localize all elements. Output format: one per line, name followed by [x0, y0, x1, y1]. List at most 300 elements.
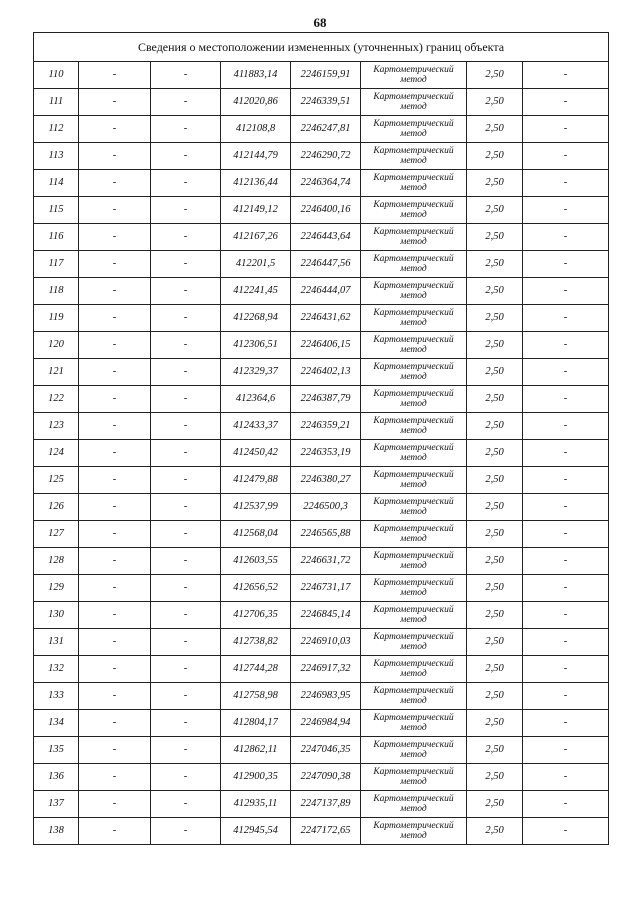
description-cell: -: [523, 683, 609, 710]
point-number-cell: 134: [34, 710, 79, 737]
page-number: 68: [313, 15, 327, 30]
old-x-cell: -: [79, 359, 151, 386]
old-y-cell: -: [151, 62, 221, 89]
old-y-cell: -: [151, 683, 221, 710]
method-cell: [361, 710, 467, 737]
point-number-cell: 114: [34, 170, 79, 197]
method-line-1: Картометрический: [373, 578, 454, 588]
old-x-cell: -: [79, 197, 151, 224]
method-cell: [361, 359, 467, 386]
method-line-2: метод: [400, 318, 427, 328]
method-cell: [361, 143, 467, 170]
new-x-cell: 412862,11: [221, 737, 291, 764]
new-y-cell: 2246917,32: [291, 656, 361, 683]
new-y-cell: 2246731,17: [291, 575, 361, 602]
new-x-cell: 412167,26: [221, 224, 291, 251]
old-y-cell: -: [151, 278, 221, 305]
description-cell: -: [523, 89, 609, 116]
point-number-cell: 124: [34, 440, 79, 467]
description-cell: -: [523, 305, 609, 332]
precision-cell: 2,50: [467, 170, 523, 197]
old-y-cell: -: [151, 656, 221, 683]
new-y-cell: 2246443,64: [291, 224, 361, 251]
method-cell: [361, 656, 467, 683]
old-x-cell: -: [79, 602, 151, 629]
table-row: [34, 683, 609, 710]
old-y-cell: -: [151, 413, 221, 440]
description-cell: -: [523, 440, 609, 467]
method-cell: [361, 575, 467, 602]
method-line-1: Картометрический: [373, 281, 454, 291]
method-line-2: метод: [400, 534, 427, 544]
new-x-cell: 412329,37: [221, 359, 291, 386]
method-cell: [361, 629, 467, 656]
old-y-cell: -: [151, 440, 221, 467]
old-x-cell: -: [79, 89, 151, 116]
new-y-cell: 2247090,38: [291, 764, 361, 791]
old-y-cell: -: [151, 170, 221, 197]
method-line-2: метод: [400, 75, 427, 85]
method-line-1: Картометрический: [373, 767, 454, 777]
new-y-cell: 2246984,94: [291, 710, 361, 737]
description-cell: -: [523, 359, 609, 386]
method-cell: [361, 170, 467, 197]
point-number-cell: 112: [34, 116, 79, 143]
old-y-cell: -: [151, 224, 221, 251]
point-number-cell: 129: [34, 575, 79, 602]
method-cell: [361, 683, 467, 710]
table-row: [34, 359, 609, 386]
old-x-cell: -: [79, 818, 151, 845]
method-line-1: Картометрический: [373, 173, 454, 183]
method-line-2: метод: [400, 426, 427, 436]
old-y-cell: -: [151, 359, 221, 386]
description-cell: -: [523, 278, 609, 305]
method-cell: [361, 440, 467, 467]
method-line-1: Картометрический: [373, 740, 454, 750]
point-number-cell: 118: [34, 278, 79, 305]
old-y-cell: -: [151, 143, 221, 170]
new-x-cell: 412758,98: [221, 683, 291, 710]
new-x-cell: 412900,35: [221, 764, 291, 791]
new-x-cell: 412804,17: [221, 710, 291, 737]
new-y-cell: 2246631,72: [291, 548, 361, 575]
table-row: [34, 548, 609, 575]
precision-cell: 2,50: [467, 521, 523, 548]
method-line-1: Картометрический: [373, 119, 454, 129]
new-x-cell: 412935,11: [221, 791, 291, 818]
new-y-cell: 2247137,89: [291, 791, 361, 818]
new-y-cell: 2246447,56: [291, 251, 361, 278]
table-row: [34, 818, 609, 845]
old-x-cell: -: [79, 764, 151, 791]
new-x-cell: 412479,88: [221, 467, 291, 494]
method-line-2: метод: [400, 507, 427, 517]
method-line-2: метод: [400, 615, 427, 625]
old-y-cell: -: [151, 548, 221, 575]
point-number-cell: 131: [34, 629, 79, 656]
old-y-cell: -: [151, 332, 221, 359]
method-line-1: Картометрический: [373, 65, 454, 75]
new-x-cell: 412568,04: [221, 521, 291, 548]
old-y-cell: -: [151, 386, 221, 413]
point-number-cell: 130: [34, 602, 79, 629]
precision-cell: 2,50: [467, 548, 523, 575]
table-row: [34, 62, 609, 89]
new-y-cell: 2246247,81: [291, 116, 361, 143]
precision-cell: 2,50: [467, 62, 523, 89]
table-row: [34, 251, 609, 278]
method-cell: [361, 62, 467, 89]
precision-cell: 2,50: [467, 278, 523, 305]
description-cell: -: [523, 629, 609, 656]
point-number-cell: 133: [34, 683, 79, 710]
table-row: [34, 467, 609, 494]
description-cell: -: [523, 656, 609, 683]
new-y-cell: 2246406,15: [291, 332, 361, 359]
description-cell: -: [523, 170, 609, 197]
point-number-cell: 110: [34, 62, 79, 89]
method-cell: [361, 521, 467, 548]
point-number-cell: 111: [34, 89, 79, 116]
old-x-cell: -: [79, 521, 151, 548]
table-row: [34, 737, 609, 764]
method-line-2: метод: [400, 831, 427, 841]
old-x-cell: -: [79, 575, 151, 602]
description-cell: -: [523, 143, 609, 170]
method-line-2: метод: [400, 264, 427, 274]
method-line-2: метод: [400, 372, 427, 382]
method-line-2: метод: [400, 777, 427, 787]
new-y-cell: 2247172,65: [291, 818, 361, 845]
point-number-cell: 119: [34, 305, 79, 332]
new-x-cell: 412537,99: [221, 494, 291, 521]
table-header-row: [34, 33, 609, 62]
table-row: [34, 170, 609, 197]
precision-cell: 2,50: [467, 116, 523, 143]
new-y-cell: 2246364,74: [291, 170, 361, 197]
precision-cell: 2,50: [467, 737, 523, 764]
old-y-cell: -: [151, 602, 221, 629]
method-line-1: Картометрический: [373, 335, 454, 345]
old-y-cell: -: [151, 494, 221, 521]
description-cell: -: [523, 332, 609, 359]
table-row: [34, 413, 609, 440]
method-line-2: метод: [400, 183, 427, 193]
new-y-cell: 2246565,88: [291, 521, 361, 548]
new-x-cell: 412149,12: [221, 197, 291, 224]
method-line-1: Картометрический: [373, 470, 454, 480]
old-x-cell: -: [79, 224, 151, 251]
method-cell: [361, 791, 467, 818]
old-y-cell: -: [151, 791, 221, 818]
method-line-2: метод: [400, 453, 427, 463]
precision-cell: 2,50: [467, 764, 523, 791]
method-cell: [361, 332, 467, 359]
new-y-cell: 2247046,35: [291, 737, 361, 764]
old-x-cell: -: [79, 278, 151, 305]
new-x-cell: 411883,14: [221, 62, 291, 89]
point-number-cell: 113: [34, 143, 79, 170]
new-y-cell: 2246402,13: [291, 359, 361, 386]
description-cell: -: [523, 467, 609, 494]
method-line-2: метод: [400, 723, 427, 733]
new-x-cell: 412268,94: [221, 305, 291, 332]
method-line-2: метод: [400, 237, 427, 247]
precision-cell: 2,50: [467, 602, 523, 629]
description-cell: -: [523, 494, 609, 521]
new-y-cell: 2246431,62: [291, 305, 361, 332]
method-cell: [361, 737, 467, 764]
old-y-cell: -: [151, 764, 221, 791]
new-y-cell: 2246387,79: [291, 386, 361, 413]
precision-cell: 2,50: [467, 467, 523, 494]
method-line-2: метод: [400, 804, 427, 814]
new-x-cell: 412706,35: [221, 602, 291, 629]
new-y-cell: 2246353,19: [291, 440, 361, 467]
method-cell: [361, 764, 467, 791]
description-cell: -: [523, 575, 609, 602]
method-cell: [361, 89, 467, 116]
description-cell: -: [523, 737, 609, 764]
method-cell: [361, 467, 467, 494]
table-row: [34, 116, 609, 143]
precision-cell: 2,50: [467, 89, 523, 116]
method-line-2: метод: [400, 750, 427, 760]
point-number-cell: 126: [34, 494, 79, 521]
method-cell: [361, 116, 467, 143]
method-line-1: Картометрический: [373, 227, 454, 237]
description-cell: -: [523, 764, 609, 791]
method-line-2: метод: [400, 561, 427, 571]
method-cell: [361, 818, 467, 845]
precision-cell: 2,50: [467, 143, 523, 170]
table-row: [34, 602, 609, 629]
table-row: [34, 656, 609, 683]
new-x-cell: 412945,54: [221, 818, 291, 845]
precision-cell: 2,50: [467, 629, 523, 656]
new-x-cell: 412744,28: [221, 656, 291, 683]
old-y-cell: -: [151, 251, 221, 278]
point-number-cell: 120: [34, 332, 79, 359]
old-x-cell: -: [79, 440, 151, 467]
precision-cell: 2,50: [467, 710, 523, 737]
old-y-cell: -: [151, 575, 221, 602]
description-cell: -: [523, 791, 609, 818]
table-row: [34, 764, 609, 791]
method-line-1: Картометрический: [373, 362, 454, 372]
table-row: [34, 386, 609, 413]
new-x-cell: 412201,5: [221, 251, 291, 278]
method-line-1: Картометрический: [373, 713, 454, 723]
method-line-2: метод: [400, 399, 427, 409]
point-number-cell: 137: [34, 791, 79, 818]
point-number-cell: 135: [34, 737, 79, 764]
description-cell: -: [523, 710, 609, 737]
description-cell: -: [523, 413, 609, 440]
method-line-2: метод: [400, 588, 427, 598]
old-y-cell: -: [151, 818, 221, 845]
old-y-cell: -: [151, 89, 221, 116]
point-number-cell: 122: [34, 386, 79, 413]
new-y-cell: 2246845,14: [291, 602, 361, 629]
description-cell: -: [523, 602, 609, 629]
method-line-2: метод: [400, 345, 427, 355]
table-row: [34, 494, 609, 521]
precision-cell: 2,50: [467, 791, 523, 818]
new-y-cell: 2246400,16: [291, 197, 361, 224]
precision-cell: 2,50: [467, 305, 523, 332]
method-line-2: метод: [400, 696, 427, 706]
old-x-cell: -: [79, 251, 151, 278]
table-row: [34, 224, 609, 251]
old-y-cell: -: [151, 710, 221, 737]
method-line-2: метод: [400, 102, 427, 112]
precision-cell: 2,50: [467, 197, 523, 224]
method-line-1: Картометрический: [373, 443, 454, 453]
precision-cell: 2,50: [467, 818, 523, 845]
point-number-cell: 136: [34, 764, 79, 791]
old-y-cell: -: [151, 197, 221, 224]
old-x-cell: -: [79, 116, 151, 143]
point-number-cell: 116: [34, 224, 79, 251]
old-x-cell: -: [79, 332, 151, 359]
method-line-1: Картометрический: [373, 524, 454, 534]
method-cell: [361, 386, 467, 413]
table-row: [34, 521, 609, 548]
old-x-cell: -: [79, 791, 151, 818]
precision-cell: 2,50: [467, 224, 523, 251]
old-y-cell: -: [151, 467, 221, 494]
new-x-cell: 412144,79: [221, 143, 291, 170]
new-y-cell: 2246444,07: [291, 278, 361, 305]
method-cell: [361, 494, 467, 521]
new-x-cell: 412450,42: [221, 440, 291, 467]
table-row: [34, 332, 609, 359]
description-cell: -: [523, 818, 609, 845]
method-cell: [361, 251, 467, 278]
boundary-table: [33, 32, 609, 845]
method-line-1: Картометрический: [373, 686, 454, 696]
old-x-cell: -: [79, 305, 151, 332]
precision-cell: 2,50: [467, 413, 523, 440]
method-line-2: метод: [400, 291, 427, 301]
new-y-cell: 2246500,3: [291, 494, 361, 521]
method-cell: [361, 413, 467, 440]
method-line-2: метод: [400, 480, 427, 490]
method-line-2: метод: [400, 210, 427, 220]
precision-cell: 2,50: [467, 440, 523, 467]
new-y-cell: 2246159,91: [291, 62, 361, 89]
method-cell: [361, 602, 467, 629]
method-line-1: Картометрический: [373, 200, 454, 210]
method-line-2: метод: [400, 642, 427, 652]
old-x-cell: -: [79, 467, 151, 494]
old-x-cell: -: [79, 494, 151, 521]
new-x-cell: 412603,55: [221, 548, 291, 575]
old-x-cell: -: [79, 143, 151, 170]
method-line-1: Картометрический: [373, 389, 454, 399]
method-cell: [361, 278, 467, 305]
new-x-cell: 412656,52: [221, 575, 291, 602]
old-x-cell: -: [79, 413, 151, 440]
old-x-cell: -: [79, 737, 151, 764]
point-number-cell: 115: [34, 197, 79, 224]
table-row: [34, 791, 609, 818]
description-cell: -: [523, 62, 609, 89]
description-cell: -: [523, 548, 609, 575]
table-row: [34, 278, 609, 305]
method-line-1: Картометрический: [373, 821, 454, 831]
method-line-1: Картометрический: [373, 92, 454, 102]
table-row: [34, 305, 609, 332]
old-x-cell: -: [79, 656, 151, 683]
method-line-1: Картометрический: [373, 794, 454, 804]
table-row: [34, 143, 609, 170]
new-y-cell: 2246910,03: [291, 629, 361, 656]
point-number-cell: 123: [34, 413, 79, 440]
new-y-cell: 2246339,51: [291, 89, 361, 116]
method-line-1: Картометрический: [373, 308, 454, 318]
precision-cell: 2,50: [467, 683, 523, 710]
description-cell: -: [523, 386, 609, 413]
table-title: Сведения о местоположении измененных (уточненных) границ объекта: [34, 33, 609, 62]
method-line-1: Картометрический: [373, 146, 454, 156]
new-y-cell: 2246290,72: [291, 143, 361, 170]
new-y-cell: 2246380,27: [291, 467, 361, 494]
precision-cell: 2,50: [467, 494, 523, 521]
new-x-cell: 412433,37: [221, 413, 291, 440]
precision-cell: 2,50: [467, 386, 523, 413]
method-line-1: Картометрический: [373, 551, 454, 561]
old-y-cell: -: [151, 305, 221, 332]
precision-cell: 2,50: [467, 251, 523, 278]
old-y-cell: -: [151, 629, 221, 656]
new-x-cell: 412738,82: [221, 629, 291, 656]
method-line-2: метод: [400, 669, 427, 679]
new-x-cell: 412364,6: [221, 386, 291, 413]
new-x-cell: 412241,45: [221, 278, 291, 305]
old-x-cell: -: [79, 386, 151, 413]
old-x-cell: -: [79, 170, 151, 197]
precision-cell: 2,50: [467, 359, 523, 386]
point-number-cell: 121: [34, 359, 79, 386]
description-cell: -: [523, 521, 609, 548]
old-x-cell: -: [79, 548, 151, 575]
new-y-cell: 2246359,21: [291, 413, 361, 440]
old-x-cell: -: [79, 629, 151, 656]
point-number-cell: 125: [34, 467, 79, 494]
description-cell: -: [523, 116, 609, 143]
table-row: [34, 710, 609, 737]
new-x-cell: 412020,86: [221, 89, 291, 116]
method-cell: [361, 197, 467, 224]
precision-cell: 2,50: [467, 575, 523, 602]
method-line-2: метод: [400, 129, 427, 139]
point-number-cell: 128: [34, 548, 79, 575]
description-cell: -: [523, 224, 609, 251]
method-line-1: Картометрический: [373, 632, 454, 642]
new-x-cell: 412306,51: [221, 332, 291, 359]
new-y-cell: 2246983,95: [291, 683, 361, 710]
old-x-cell: -: [79, 683, 151, 710]
new-x-cell: 412136,44: [221, 170, 291, 197]
old-y-cell: -: [151, 521, 221, 548]
old-y-cell: -: [151, 116, 221, 143]
method-cell: [361, 224, 467, 251]
table-row: [34, 89, 609, 116]
description-cell: -: [523, 251, 609, 278]
